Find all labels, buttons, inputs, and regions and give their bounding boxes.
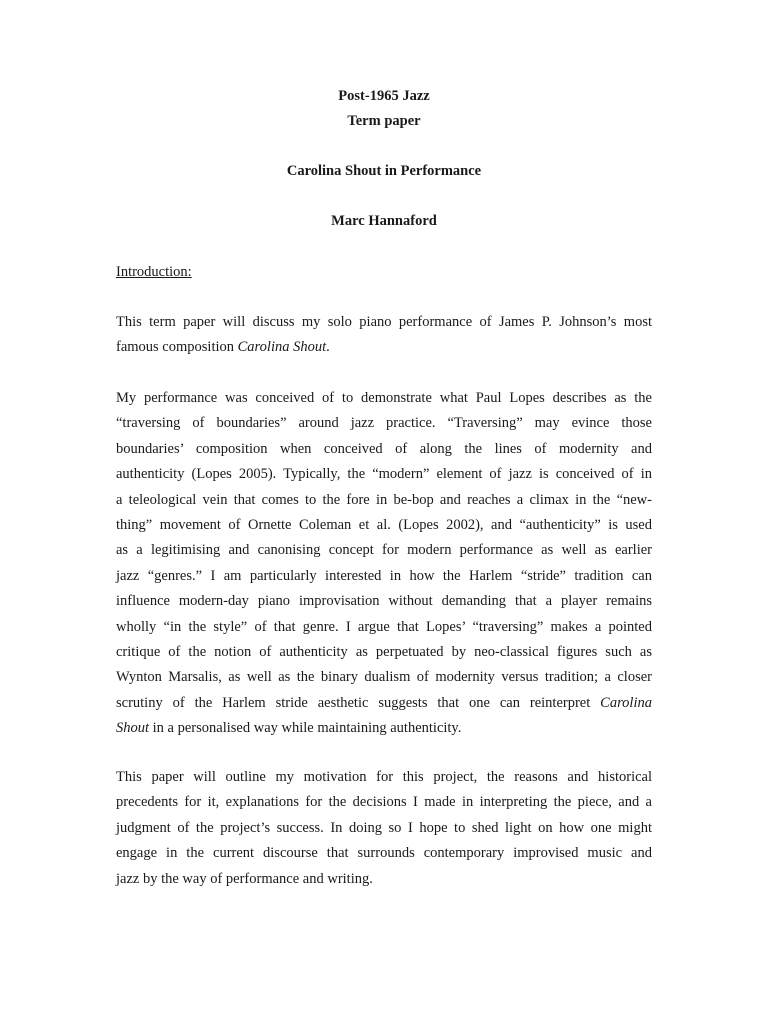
paper-title: Carolina Shout in Performance bbox=[286, 163, 482, 179]
paragraph-1 bbox=[116, 310, 652, 361]
author-name: Marc Hannaford bbox=[331, 213, 437, 229]
paragraph-line: “traversing of boundaries” around jazz practice. “Traversing” may evince those bbox=[116, 415, 652, 432]
paragraph-line: a teleological vein that comes to the fore in be-bop and reaches a climax in the “new- bbox=[116, 491, 652, 508]
paragraph-line: engage in the current discourse that surrounds contemporary improvised music and bbox=[116, 845, 652, 862]
paragraph-line: judgment of the project’s success. In doing so I hope to shed light on how one might bbox=[116, 819, 652, 836]
paragraph-3 bbox=[116, 765, 652, 892]
paragraph-line: Wynton Marsalis, as well as the binary dualism of modernity versus tradition; a closer bbox=[116, 669, 652, 686]
paragraph-line: as a legitimising and canonising concept for modern performance as well as earlier bbox=[116, 542, 652, 559]
paragraph-line: scrutiny of the Harlem stride aesthetic suggests that one can reinterpret Carolina bbox=[116, 694, 652, 711]
paragraph-line: This paper will outline my motivation for this project, the reasons and historical bbox=[116, 769, 652, 785]
work-title: Carolina bbox=[600, 694, 652, 711]
section-heading-introduction: Introduction: bbox=[116, 264, 192, 280]
paper-type: Term paper bbox=[347, 113, 421, 129]
paragraph-line: jazz by the way of performance and writing. bbox=[116, 870, 373, 887]
paragraph-line: Shout in a personalised way while maintaining authenticity. bbox=[116, 720, 462, 737]
paragraph-line: famous composition Carolina Shout. bbox=[116, 339, 330, 356]
paragraph-line: boundaries’ composition when conceived of along the lines of modernity and bbox=[116, 440, 652, 457]
paragraph-line: wholly “in the style” of that genre. I argue that Lopes’ “traversing” makes a pointed bbox=[116, 618, 652, 635]
work-title: Carolina Shout bbox=[237, 339, 327, 356]
paragraph-line: critique of the notion of authenticity as perpetuated by neo-classical figures such as bbox=[116, 643, 652, 660]
paragraph-line: My performance was conceived of to demonstrate what Paul Lopes describes as the bbox=[116, 390, 652, 406]
paragraph-line: precedents for it, explanations for the decisions I made in interpreting the piece, and a bbox=[116, 794, 652, 811]
work-title: Shout bbox=[116, 720, 150, 737]
course-title: Post-1965 Jazz bbox=[338, 88, 430, 104]
paragraph-line: thing” movement of Ornette Coleman et al. (Lopes 2002), and “authenticity” is used bbox=[116, 516, 652, 533]
paragraph-line: influence modern-day piano improvisation without demanding that a player remains bbox=[116, 593, 652, 610]
paragraph-line: jazz “genres.” I am particularly interested in how the Harlem “stride” tradition can bbox=[116, 567, 652, 584]
paragraph-line: This term paper will discuss my solo piano performance of James P. Johnson’s most bbox=[116, 314, 652, 330]
paragraph-2 bbox=[116, 386, 652, 741]
paragraph-line: authenticity (Lopes 2005). Typically, the “modern” element of jazz is conceived of in bbox=[116, 466, 652, 483]
